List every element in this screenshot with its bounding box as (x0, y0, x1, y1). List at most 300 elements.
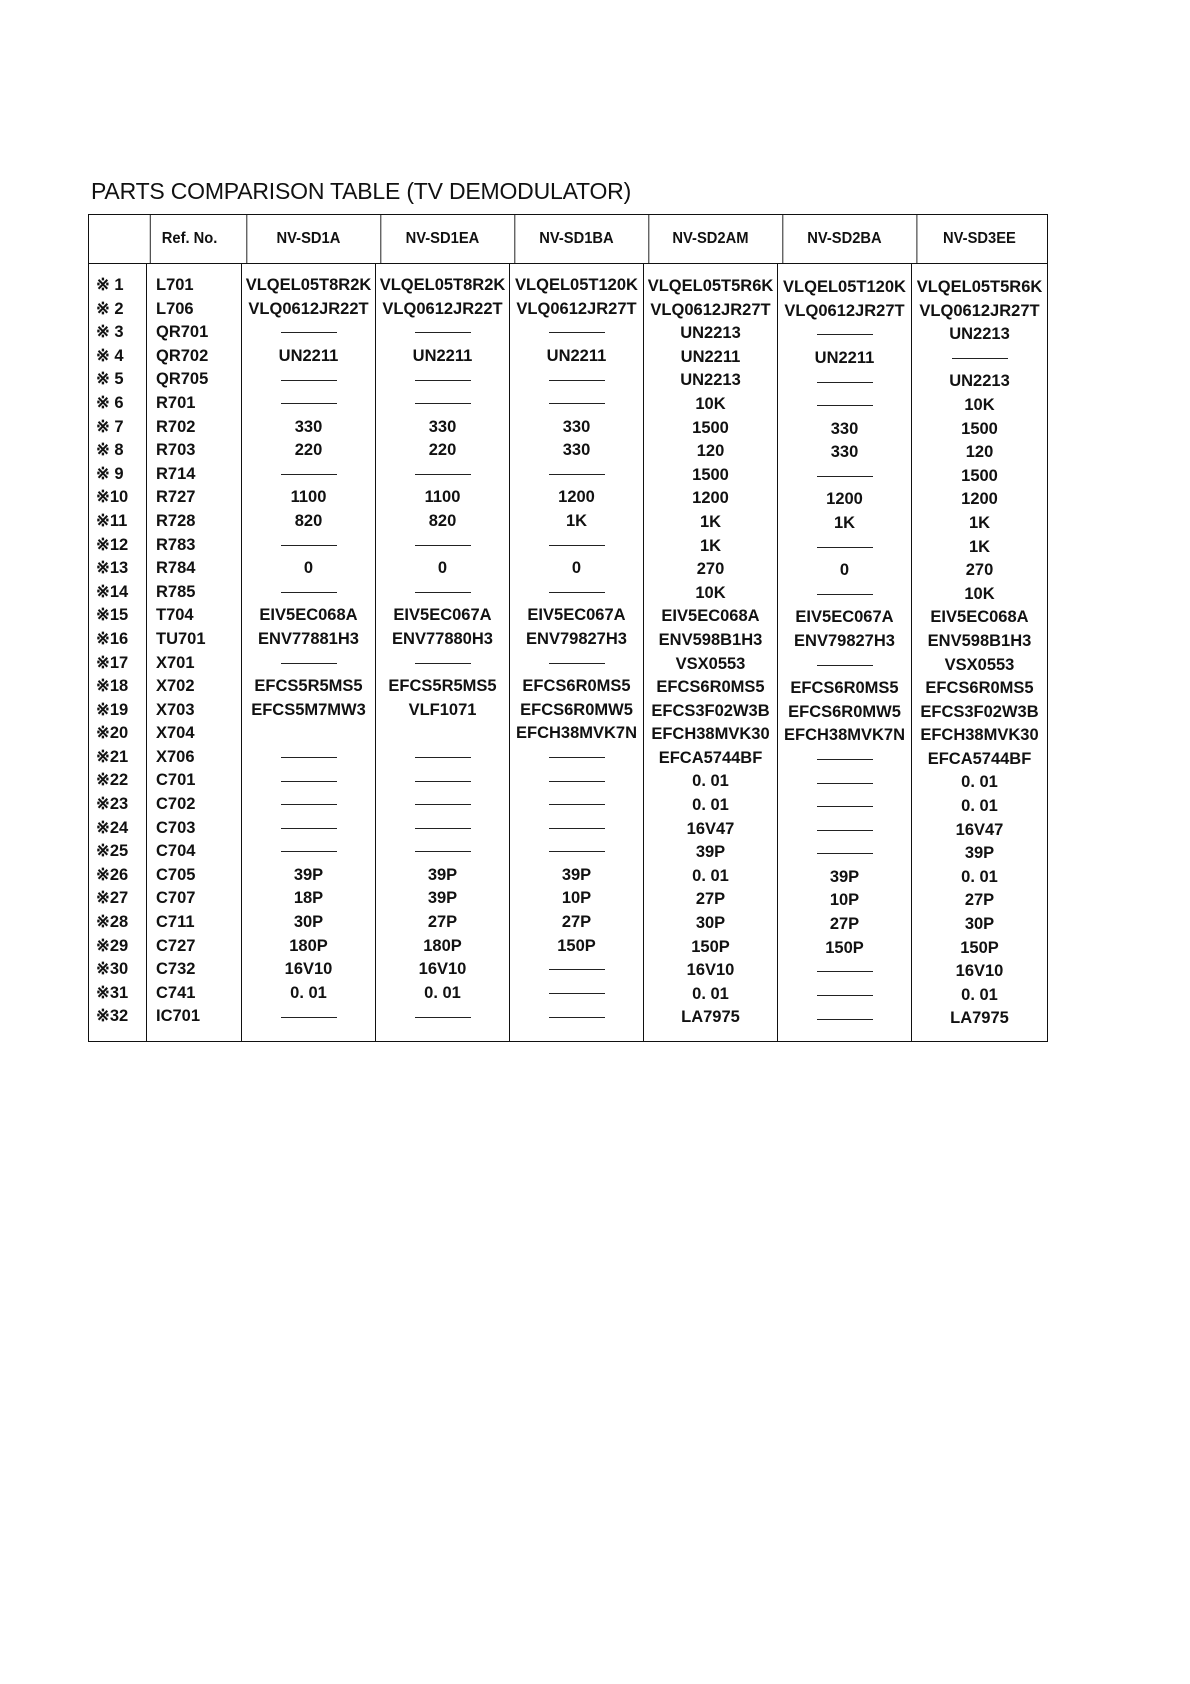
part-cell: VLQ0612JR22T (248, 299, 369, 318)
ref-no-cell: R701 (156, 393, 196, 412)
part-cell: VLQEL05T5R6K (916, 278, 1043, 296)
row-number: ※ 9 (96, 464, 124, 483)
part-cell: 0. 01 (692, 796, 729, 815)
part-cell: VLF1071 (408, 700, 477, 719)
ref-no-cell: R727 (156, 488, 196, 507)
part-cell (242, 817, 375, 841)
row-number: ※14 (96, 582, 129, 601)
part-cell: 1100 (424, 488, 461, 507)
model-column-nv-sd1a (242, 264, 375, 1039)
part-cell: LA7975 (950, 1009, 1009, 1028)
part-cell: 39P (293, 865, 324, 884)
dash-line (817, 594, 873, 595)
part-cell: 30P (695, 914, 726, 933)
part-cell (376, 769, 509, 793)
dash-line (549, 757, 605, 758)
part-cell: EIV5EC067A (527, 606, 626, 625)
part-cell: 1500 (692, 418, 729, 437)
dash-line (281, 804, 337, 805)
part-cell (242, 840, 375, 864)
ref-no-cell: QR701 (156, 323, 209, 342)
part-cell (510, 982, 643, 1006)
part-cell (510, 368, 643, 392)
part-cell: ENV79827H3 (526, 629, 627, 648)
part-cell: 0. 01 (692, 772, 729, 791)
dash-line (549, 380, 605, 381)
parts-comparison-table (88, 214, 1048, 1042)
part-cell (778, 795, 911, 819)
header-nv-sd3ee: NV-SD3EE (916, 215, 1041, 263)
part-cell: EFCS5R5MS5 (254, 677, 363, 696)
part-cell: VLQEL05T8R2K (379, 276, 506, 294)
dash-line (817, 547, 873, 548)
part-cell: 27P (427, 913, 458, 932)
part-cell: ENV77881H3 (258, 629, 359, 648)
ref-no-cell: R714 (156, 464, 196, 483)
part-cell (510, 1005, 643, 1029)
part-cell: 39P (829, 867, 860, 886)
dash-line (415, 545, 471, 546)
page-title: PARTS COMPARISON TABLE (TV DEMODULATOR) (91, 178, 632, 204)
part-cell: UN2213 (949, 372, 1010, 391)
ref-no-cell: R728 (156, 511, 196, 530)
part-cell: 0. 01 (961, 797, 998, 816)
part-cell (376, 652, 509, 676)
row-number: ※24 (96, 818, 129, 837)
part-cell: UN2211 (814, 348, 875, 367)
part-cell: EFCH38MVK30 (920, 726, 1039, 745)
ref-no-cell: T704 (156, 606, 194, 625)
ref-column (147, 264, 241, 1039)
row-number: ※11 (96, 511, 128, 530)
part-cell (510, 652, 643, 676)
ref-no-cell: C711 (156, 913, 195, 932)
dash-line (281, 663, 337, 664)
dash-line (415, 403, 471, 404)
row-number: ※21 (96, 747, 129, 766)
part-cell: EIV5EC067A (795, 608, 894, 627)
part-cell: VLQ0612JR27T (650, 300, 771, 319)
dash-line (817, 806, 873, 807)
ref-no-cell: X706 (156, 747, 195, 766)
dash-line (549, 474, 605, 475)
part-cell: 27P (829, 915, 860, 934)
row-number: ※20 (96, 724, 129, 743)
part-cell: EIV5EC068A (661, 607, 760, 626)
part-cell: 0 (571, 559, 582, 578)
model-column-nv-sd1ba (510, 264, 643, 1039)
part-cell: VLQEL05T8R2K (245, 276, 372, 294)
ref-no-cell: C703 (156, 818, 196, 837)
dash-line (415, 592, 471, 593)
dash-line (415, 474, 471, 475)
part-cell (376, 1005, 509, 1029)
part-cell: 1500 (961, 466, 998, 485)
part-cell: 39P (427, 889, 458, 908)
part-cell: 10K (964, 584, 995, 603)
ref-no-cell: X702 (156, 677, 195, 696)
part-cell (376, 463, 509, 487)
dash-line (281, 851, 337, 852)
part-cell: 220 (294, 441, 323, 460)
header-nv-sd1ea: NV-SD1EA (380, 215, 503, 263)
row-number: ※13 (96, 559, 129, 578)
part-cell: 270 (696, 560, 725, 579)
dash-line (549, 403, 605, 404)
dash-line (415, 1017, 471, 1018)
part-cell: 10P (561, 889, 592, 908)
part-cell (778, 771, 911, 795)
dash-line (281, 380, 337, 381)
ref-no-cell: C702 (156, 795, 196, 814)
part-cell (242, 581, 375, 605)
dash-line (817, 476, 873, 477)
dash-line (281, 1017, 337, 1018)
part-cell: 0. 01 (961, 773, 998, 792)
part-cell: 1K (968, 513, 991, 532)
dash-line (549, 993, 605, 994)
part-cell (376, 581, 509, 605)
header-ref-no: Ref. No. (150, 215, 237, 263)
part-cell: EFCH38MVK30 (651, 725, 770, 744)
part-cell: 0. 01 (424, 983, 461, 1002)
part-cell (376, 722, 509, 746)
part-cell (242, 722, 375, 746)
part-cell: 0. 01 (692, 866, 729, 885)
part-cell: EFCS3F02W3B (651, 701, 770, 720)
row-number: ※25 (96, 842, 129, 861)
ref-no-cell: X701 (156, 653, 195, 672)
ref-no-cell: R702 (156, 417, 196, 436)
part-cell (778, 465, 911, 489)
part-cell: 10K (695, 583, 726, 602)
part-cell (778, 984, 911, 1008)
part-cell: 1K (968, 537, 991, 556)
part-cell (376, 392, 509, 416)
ref-no-cell: C741 (156, 983, 196, 1002)
dash-line (817, 759, 873, 760)
dash-line (415, 332, 471, 333)
header-nv-sd1ba: NV-SD1BA (514, 215, 637, 263)
part-cell (242, 368, 375, 392)
part-cell (778, 370, 911, 394)
ref-no-cell: TU701 (156, 629, 206, 648)
part-cell: 0. 01 (961, 985, 998, 1004)
part-cell: VLQEL05T5R6K (647, 277, 774, 295)
part-cell: EFCS6R0MW5 (520, 700, 633, 719)
dash-line (415, 804, 471, 805)
part-cell: 27P (695, 890, 726, 909)
part-cell: 16V47 (686, 819, 735, 838)
dash-line (281, 474, 337, 475)
dash-line (817, 665, 873, 666)
ref-no-cell: X703 (156, 700, 195, 719)
part-cell (778, 536, 911, 560)
part-cell (242, 392, 375, 416)
ref-no-cell: IC701 (156, 1007, 201, 1026)
part-cell: 1500 (692, 465, 729, 484)
part-cell: 30P (964, 915, 995, 934)
part-cell (242, 746, 375, 770)
part-cell: 330 (830, 443, 859, 462)
part-cell (242, 769, 375, 793)
part-cell: 0. 01 (290, 983, 327, 1002)
model-column-nv-sd2am (644, 264, 777, 1040)
row-number: ※16 (96, 629, 129, 648)
dash-line (549, 969, 605, 970)
part-cell: 1500 (961, 419, 998, 438)
part-cell (242, 463, 375, 487)
part-cell: 39P (561, 865, 592, 884)
part-cell (376, 817, 509, 841)
dash-line (549, 804, 605, 805)
ref-no-cell: R703 (156, 441, 196, 460)
ref-no-cell: R784 (156, 559, 196, 578)
number-column (89, 264, 146, 1039)
part-cell (510, 793, 643, 817)
dash-line (281, 545, 337, 546)
dash-line (281, 757, 337, 758)
part-cell: UN2213 (949, 325, 1010, 344)
part-cell: 0 (303, 559, 314, 578)
part-cell (778, 654, 911, 678)
part-cell: 180P (289, 936, 328, 955)
dash-line (281, 592, 337, 593)
part-cell: 16V10 (955, 962, 1004, 981)
row-number: ※19 (96, 700, 129, 719)
part-cell: 150P (825, 938, 864, 957)
row-number: ※23 (96, 795, 129, 814)
dash-line (415, 757, 471, 758)
dash-line (549, 851, 605, 852)
ref-no-cell: QR702 (156, 346, 209, 365)
row-number: ※31 (96, 983, 129, 1002)
part-cell: 820 (428, 511, 457, 530)
part-cell (778, 583, 911, 607)
part-cell: UN2211 (680, 347, 741, 366)
part-cell: VLQ0612JR27T (919, 301, 1040, 320)
dash-line (549, 592, 605, 593)
part-cell: 1200 (961, 490, 998, 509)
part-cell: VLQ0612JR22T (382, 299, 503, 318)
part-cell (376, 840, 509, 864)
part-cell: 120 (696, 442, 725, 461)
part-cell: 0. 01 (692, 984, 729, 1003)
part-cell: 18P (293, 889, 324, 908)
part-cell: VSX0553 (675, 654, 746, 673)
row-number: ※ 8 (96, 441, 124, 460)
part-cell (778, 323, 911, 347)
part-cell (242, 793, 375, 817)
part-cell: 150P (557, 936, 596, 955)
table-header-row (89, 215, 1047, 264)
dash-line (817, 1019, 873, 1020)
part-cell: 10K (695, 394, 726, 413)
part-cell: 16V10 (418, 960, 467, 979)
ref-no-cell: QR705 (156, 370, 209, 389)
part-cell: UN2211 (412, 346, 473, 365)
dash-line (817, 995, 873, 996)
part-cell: 39P (427, 865, 458, 884)
part-cell (510, 840, 643, 864)
part-cell: EFCH38MVK7N (515, 724, 638, 743)
part-cell: 220 (428, 441, 457, 460)
dash-line (281, 403, 337, 404)
part-cell: VLQEL05T120K (783, 278, 906, 296)
part-cell: EFCS6R0MS5 (522, 677, 631, 696)
part-cell: UN2211 (546, 346, 607, 365)
part-cell: UN2213 (680, 371, 741, 390)
dash-line (415, 663, 471, 664)
part-cell: VSX0553 (944, 655, 1015, 674)
model-column-nv-sd2ba (778, 264, 911, 1041)
header-nv-sd2ba: NV-SD2BA (782, 215, 905, 263)
dash-line (415, 380, 471, 381)
dash-line (415, 851, 471, 852)
part-cell (912, 347, 1047, 371)
part-cell: 16V47 (955, 820, 1004, 839)
part-cell: EIV5EC067A (393, 606, 492, 625)
part-cell: LA7975 (681, 1008, 740, 1027)
part-cell (510, 746, 643, 770)
part-cell: VLQ0612JR27T (784, 301, 905, 320)
part-cell (376, 793, 509, 817)
dash-line (817, 405, 873, 406)
row-number: ※10 (96, 488, 129, 507)
dash-line (817, 971, 873, 972)
part-cell: ENV77880H3 (392, 629, 493, 648)
part-cell: 0 (839, 561, 850, 580)
table-body (89, 264, 1047, 1041)
part-cell: 150P (691, 937, 730, 956)
row-number: ※22 (96, 771, 129, 790)
part-cell: 1200 (692, 489, 729, 508)
part-cell: 180P (423, 936, 462, 955)
row-number: ※ 6 (96, 393, 124, 412)
part-cell: 39P (964, 844, 995, 863)
part-cell (778, 819, 911, 843)
part-cell: EFCA5744BF (927, 749, 1032, 768)
part-cell (778, 1007, 911, 1031)
part-cell (778, 842, 911, 866)
part-cell: 330 (294, 417, 323, 436)
part-cell (510, 769, 643, 793)
ref-no-cell: C704 (156, 842, 196, 861)
part-cell: EFCS5M7MW3 (251, 700, 366, 719)
part-cell (376, 746, 509, 770)
dash-line (549, 781, 605, 782)
ref-no-cell: R783 (156, 535, 196, 554)
ref-no-cell: L701 (156, 276, 194, 294)
part-cell: 330 (830, 419, 859, 438)
part-cell: EIV5EC068A (930, 608, 1029, 627)
part-cell: 1200 (558, 488, 595, 507)
part-cell: 1100 (290, 488, 327, 507)
part-cell: 1K (699, 512, 722, 531)
row-number: ※ 3 (96, 323, 124, 342)
part-cell: ENV598B1H3 (927, 631, 1032, 650)
part-cell: 0 (437, 559, 448, 578)
part-cell: EFCS3F02W3B (920, 702, 1039, 721)
part-cell: 120 (965, 443, 994, 462)
part-cell: 330 (562, 441, 591, 460)
dash-line (549, 332, 605, 333)
part-cell: 10P (829, 891, 860, 910)
dash-line (817, 830, 873, 831)
part-cell (376, 534, 509, 558)
part-cell: 150P (960, 938, 999, 957)
dash-line (281, 828, 337, 829)
dash-line (549, 663, 605, 664)
ref-no-cell: R785 (156, 582, 196, 601)
ref-no-cell: C705 (156, 865, 196, 884)
part-cell (510, 817, 643, 841)
part-cell: 16V10 (284, 960, 333, 979)
part-cell: VLQ0612JR27T (516, 299, 637, 318)
row-number: ※ 2 (96, 299, 124, 318)
row-number: ※ 7 (96, 417, 124, 436)
ref-no-cell: C701 (156, 771, 196, 790)
dash-line (817, 382, 873, 383)
row-number: ※29 (96, 936, 129, 955)
dash-line (817, 853, 873, 854)
dash-line (817, 783, 873, 784)
part-cell: EFCS6R0MW5 (788, 702, 901, 721)
dash-line (415, 781, 471, 782)
ref-no-cell: C732 (156, 960, 196, 979)
model-column-nv-sd1ea (376, 264, 509, 1039)
part-cell (510, 581, 643, 605)
part-cell: 27P (964, 891, 995, 910)
part-cell: 820 (294, 511, 323, 530)
header-nv-sd1a: NV-SD1A (246, 215, 369, 263)
part-cell: 1200 (826, 490, 863, 509)
part-cell: VLQEL05T120K (515, 276, 638, 294)
part-cell (242, 652, 375, 676)
part-cell: 39P (695, 843, 726, 862)
part-cell: 16V10 (686, 961, 735, 980)
part-cell (778, 394, 911, 418)
part-cell: EFCH38MVK7N (783, 726, 906, 745)
row-number: ※28 (96, 913, 129, 932)
row-number: ※17 (96, 653, 129, 672)
part-cell (510, 463, 643, 487)
part-cell: 270 (965, 561, 994, 580)
part-cell: EFCS6R0MS5 (656, 678, 765, 697)
part-cell (242, 534, 375, 558)
part-cell: UN2211 (278, 346, 339, 365)
part-cell (778, 960, 911, 984)
row-number: ※ 5 (96, 370, 124, 389)
part-cell: EFCA5744BF (658, 748, 763, 767)
part-cell: 330 (562, 417, 591, 436)
ref-no-cell: L706 (156, 299, 194, 318)
part-cell: 1K (833, 513, 856, 532)
part-cell: 30P (293, 913, 324, 932)
ref-no-cell: X704 (156, 724, 195, 743)
header-nv-sd2am: NV-SD2AM (648, 215, 771, 263)
row-number: ※15 (96, 606, 129, 625)
row-number: ※30 (96, 960, 129, 979)
part-cell (376, 368, 509, 392)
part-cell (376, 321, 509, 345)
header-number (91, 215, 143, 263)
part-cell: ENV598B1H3 (658, 630, 763, 649)
part-cell (778, 748, 911, 772)
dash-line (415, 828, 471, 829)
row-number: ※32 (96, 1007, 129, 1026)
part-cell: 330 (428, 417, 457, 436)
